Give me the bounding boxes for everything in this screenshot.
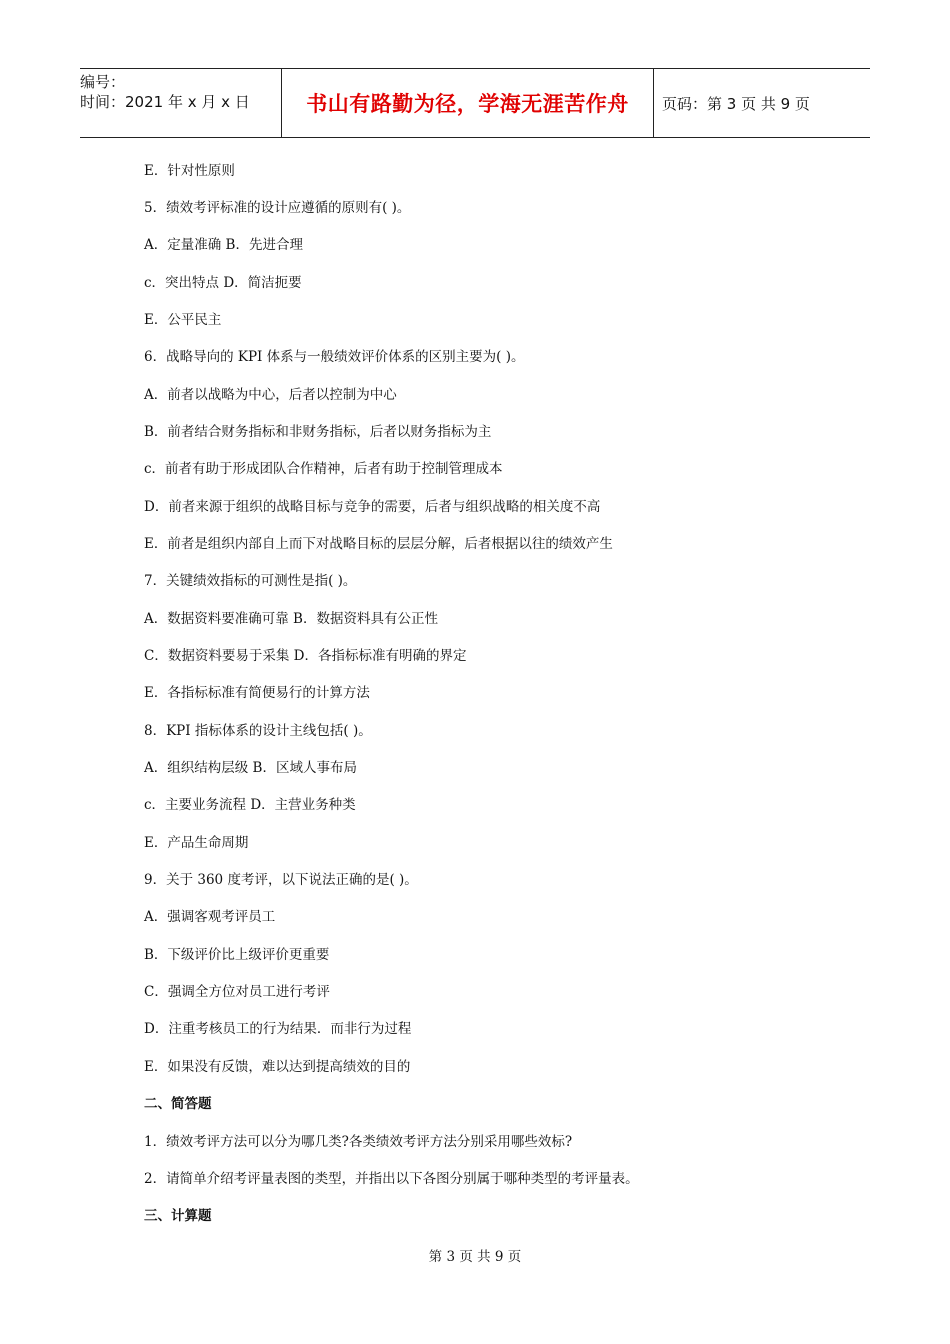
option-line: A．定量准确 B．先进合理	[144, 237, 303, 253]
page-footer: 第 3 页 共 9 页	[428, 1249, 522, 1265]
option-line: B．下级评价比上级评价更重要	[144, 947, 330, 963]
header-motto-cell	[282, 69, 654, 137]
section-heading-short-answer: 二、简答题	[144, 1096, 212, 1112]
option-line: A．前者以战略为中心，后者以控制为中心	[144, 387, 397, 403]
option-line: A．组织结构层级 B．区域人事布局	[144, 760, 357, 776]
document-number-label: 编号：	[80, 73, 126, 91]
option-line: A．强调客观考评员工	[144, 909, 276, 925]
question-line: 7．关键绩效指标的可测性是指( )。	[144, 573, 357, 589]
question-line: 2．请简单介绍考评量表图的类型，并指出以下各图分别属于哪种类型的考评量表。	[144, 1171, 639, 1187]
option-line: E．公平民主	[144, 312, 222, 328]
option-line: c．突出特点 D．简洁扼要	[144, 275, 302, 291]
option-line: B．前者结合财务指标和非财务指标，后者以财务指标为主	[144, 424, 492, 440]
header-meta	[80, 69, 282, 137]
option-line: c．主要业务流程 D．主营业务种类	[144, 797, 356, 813]
document-date: 时间：2021 年 x 月 x 日	[80, 93, 250, 111]
option-line: D．注重考核员工的行为结果．而非行为过程	[144, 1021, 412, 1037]
option-line: E．前者是组织内部自上而下对战略目标的层层分解，后者根据以往的绩效产生	[144, 536, 613, 552]
option-line: E．各指标标准有简便易行的计算方法	[144, 685, 370, 701]
page-info: 页码：第 3 页 共 9 页	[662, 94, 810, 113]
option-line: C．数据资料要易于采集 D．各指标标准有明确的界定	[144, 648, 467, 664]
option-line: E．针对性原则	[144, 163, 235, 179]
option-line: D．前者来源于组织的战略目标与竞争的需要，后者与组织战略的相关度不高	[144, 499, 601, 515]
question-line: 6．战略导向的 KPI 体系与一般绩效评价体系的区别主要为( )。	[144, 349, 525, 365]
option-line: A．数据资料要准确可靠 B．数据资料具有公正性	[144, 611, 438, 627]
option-line: c．前者有助于形成团队合作精神，后者有助于控制管理成本	[144, 461, 503, 477]
question-line: 1．绩效考评方法可以分为哪几类?各类绩效考评方法分别采用哪些效标?	[144, 1134, 573, 1150]
motto: 书山有路勤为径，学海无涯苦作舟	[306, 92, 629, 116]
question-line: 8．KPI 指标体系的设计主线包括( )。	[144, 723, 372, 739]
question-line: 9．关于 360 度考评，以下说法正确的是( )。	[144, 872, 418, 888]
option-line: C．强调全方位对员工进行考评	[144, 984, 330, 1000]
header-page-info-cell	[654, 69, 870, 137]
section-heading-calculation: 三、计算题	[144, 1208, 212, 1224]
option-line: E．产品生命周期	[144, 835, 249, 851]
page-header	[80, 68, 870, 138]
option-line: E．如果没有反馈，难以达到提高绩效的目的	[144, 1059, 411, 1075]
question-line: 5．绩效考评标准的设计应遵循的原则有( )。	[144, 200, 411, 216]
